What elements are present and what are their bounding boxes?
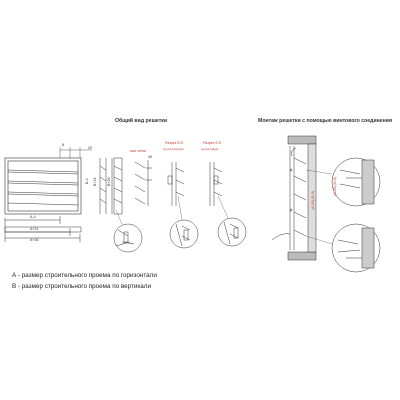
legend-b: В - размер строительного проема по вертикали xyxy=(12,283,151,290)
section-ee-2-title: Разрез Е-Е xyxy=(203,141,222,145)
grille-front-view xyxy=(5,158,81,214)
dim-8-label: 8 xyxy=(62,143,64,147)
section-ee-front xyxy=(168,162,184,206)
section-ee-2-sub: (ручка сзади) xyxy=(201,147,219,151)
dim-b26-label: В+26 xyxy=(107,177,111,186)
mount-dim-1: (А-20)-(В-5) xyxy=(311,190,315,210)
detail-circle-3 xyxy=(218,218,246,246)
mounted-grille xyxy=(272,146,306,250)
section-ee-back xyxy=(210,162,222,206)
shag-label: шаг сетки xyxy=(130,149,147,153)
detail-circle-1 xyxy=(114,224,142,252)
mount-dim-2: (А-20)-(В-5) xyxy=(333,176,337,196)
bottom-frame-view xyxy=(5,216,81,242)
dim-20-label: 20 xyxy=(88,146,92,150)
mount-detail-circle-top xyxy=(332,158,380,206)
dim-a26-label: А+26 xyxy=(30,238,39,242)
dim-b21-label: В+21 xyxy=(93,177,97,186)
section-ee-1-title: Разрез Е-Е xyxy=(165,141,184,145)
grille-side-profile xyxy=(100,158,122,214)
louver-pitch-detail xyxy=(135,160,152,206)
dim-45-label: 45 xyxy=(148,155,152,159)
mounting-title: Монтаж решетки с помощью винтового соединения xyxy=(258,118,392,124)
mount-detail-circle-bottom xyxy=(332,224,380,272)
dim-a21-label: А+21 xyxy=(30,227,39,231)
legend-a: А - размер строительного проема по горизонтали xyxy=(12,272,157,279)
dim-b4-label: В-4 xyxy=(85,178,89,184)
general-view-title: Общий вид решетки xyxy=(115,118,168,124)
detail-circle-2 xyxy=(170,220,198,248)
dim-a4-label: А-4 xyxy=(30,215,36,219)
section-ee-1-sub: (ручка спереди) xyxy=(163,147,184,151)
